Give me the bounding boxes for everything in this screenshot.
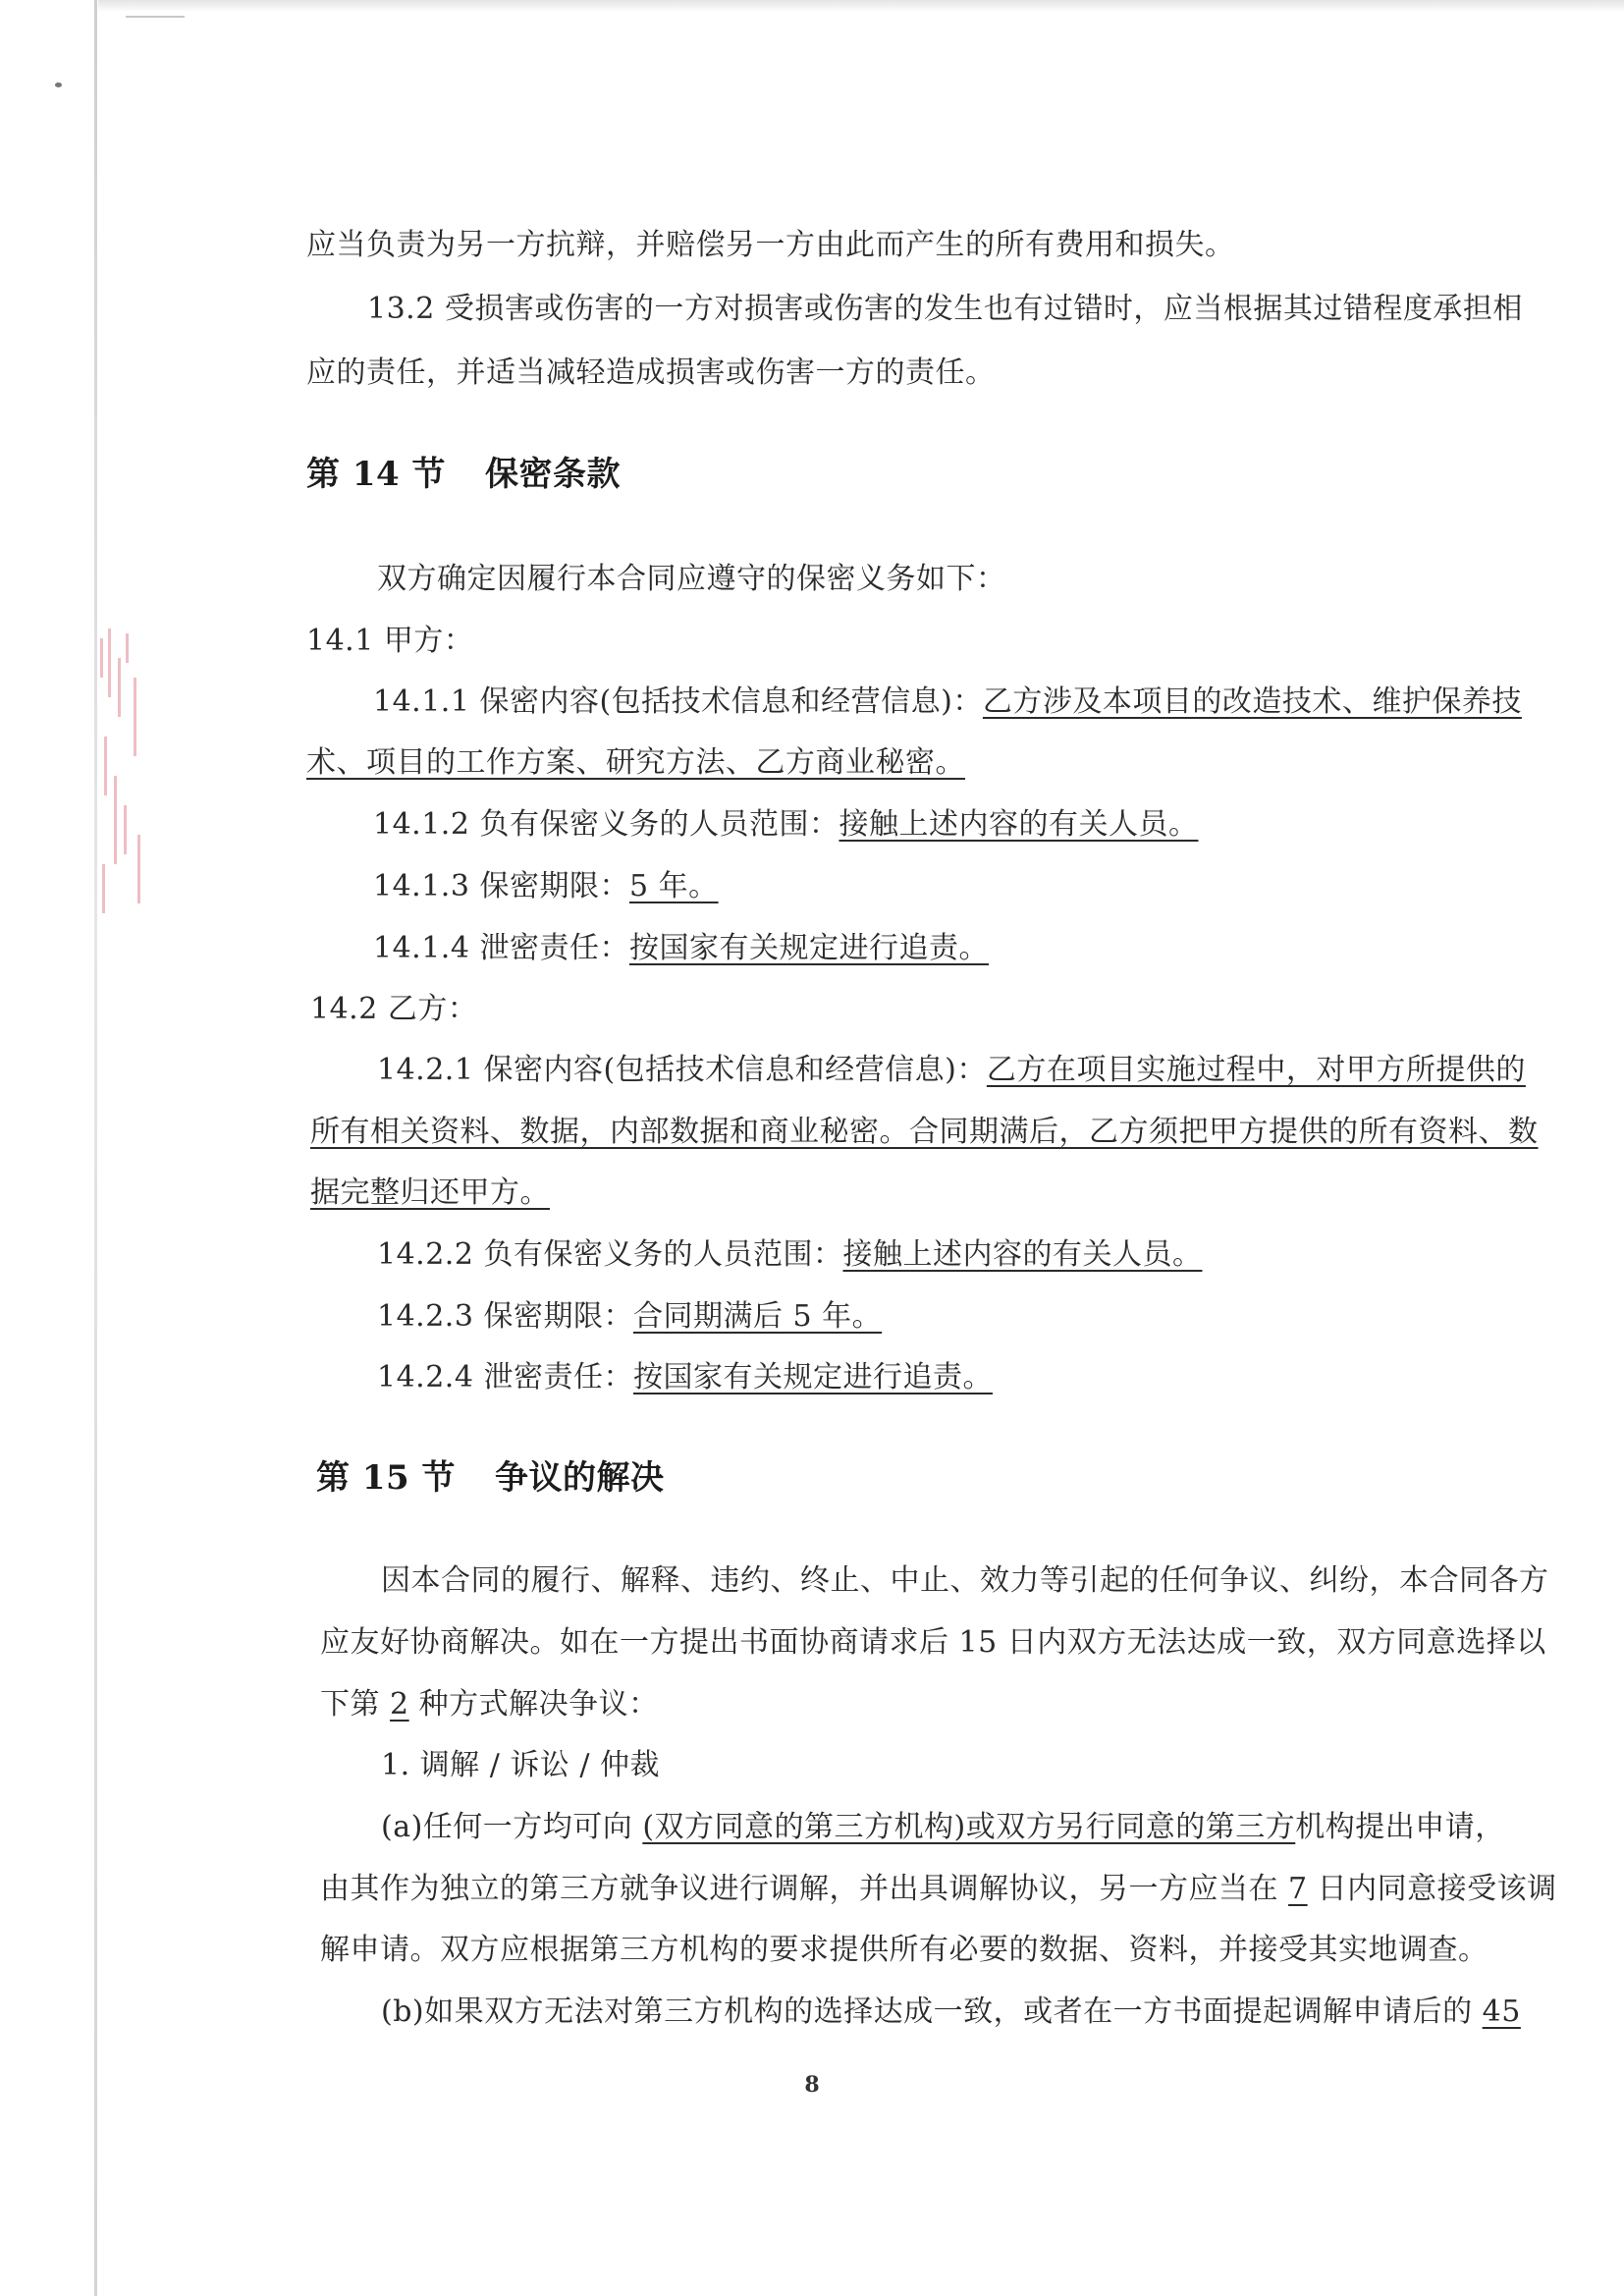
clause-label: 14.1.4 泄密责任： (373, 931, 629, 965)
clause-13-2-line: 13.2 受损害或伤害的一方对损害或伤害的发生也有过错时，应当根据其过错程度承担相 (367, 292, 1523, 326)
clause-value: 所有相关资料、数据，内部数据和商业秘密。合同期满后，乙方须把甲方提供的所有资料、数 (310, 1115, 1539, 1149)
clause-value: 按国家有关规定进行追责。 (632, 1360, 993, 1394)
text-run: 日内同意接受该调 (1307, 1872, 1557, 1906)
section-title: 争议的解决 (495, 1458, 665, 1498)
clause-14-2-2 (377, 1235, 1202, 1275)
text-run: (b)如果双方无法对第三方机构的选择达成一致，或者在一方书面提起调解申请后的 (381, 1995, 1483, 2029)
page-number: 8 (804, 2072, 820, 2098)
clause-14-2-1 (377, 1051, 1526, 1090)
clause-label: 14.2.3 保密期限： (377, 1299, 633, 1334)
clause-14-1-3 (373, 867, 719, 906)
days-blank: 7 (1288, 1872, 1308, 1906)
paragraph-line: 应的责任，并适当减轻造成损害或伤害一方的责任。 (306, 355, 996, 390)
section-15-para-line: 因本合同的履行、解释、违约、终止、中止、效力等引起的任何争议、纠纷，本合同各方 (381, 1563, 1549, 1598)
scan-left-edge (94, 0, 97, 2296)
clause-14-1-4 (373, 929, 989, 968)
third-party-blank: (双方同意的第三方机构)或双方另行同意的第三方 (642, 1810, 1296, 1844)
clause-label: 14.1.1 保密内容(包括技术信息和经营信息)： (373, 684, 983, 719)
clause-14-2-3 (377, 1297, 882, 1337)
clause-label: 14.2.4 泄密责任： (377, 1360, 633, 1394)
clause-value: 据完整归还甲方。 (310, 1175, 550, 1210)
party-a-heading: 14.1 甲方： (306, 624, 474, 658)
clause-label: 14.2.1 保密内容(包括技术信息和经营信息)： (377, 1053, 987, 1087)
text-run: 由其作为独立的第三方就争议进行调解，并出具调解协议，另一方应当在 (320, 1872, 1289, 1906)
section-15-heading (316, 1458, 665, 1498)
section-number: 第 15 节 (316, 1458, 456, 1498)
dispute-method-choice: 2 (390, 1687, 409, 1722)
section-number: 第 14 节 (306, 455, 446, 494)
clause-label: 14.1.3 保密期限： (373, 869, 629, 903)
clause-label: 14.2.2 负有保密义务的人员范围： (377, 1237, 843, 1272)
section-15-para-line: 应友好协商解决。如在一方提出书面协商请求后 15 日内双方无法达成一致，双方同意选择以 (320, 1625, 1546, 1660)
clause-14-1-2 (373, 805, 1198, 845)
section-14-intro: 双方确定因履行本合同应遵守的保密义务如下： (377, 562, 1006, 596)
clause-value: 5 年。 (628, 869, 719, 903)
clause-14-1-1-cont (306, 743, 965, 783)
clause-14-2-1-cont (310, 1113, 1539, 1152)
text-run: 下第 (320, 1687, 391, 1722)
clause-a-line: 解申请。双方应根据第三方机构的要求提供所有必要的数据、资料，并接受其实地调查。 (320, 1933, 1489, 1967)
paragraph-line: 应当负责为另一方抗辩，并赔偿另一方由此而产生的所有费用和损失。 (306, 228, 1235, 262)
clause-value: 接触上述内容的有关人员。 (842, 1237, 1203, 1272)
scan-dust-dot (55, 82, 62, 87)
clause-a-line (381, 1808, 1505, 1847)
party-b-heading: 14.2 乙方： (310, 992, 478, 1026)
scan-top-shadow (98, 0, 1624, 12)
text-run: 机构提出申请， (1295, 1810, 1505, 1844)
clause-value: 合同期满后 5 年。 (632, 1299, 883, 1334)
clause-a-line (320, 1870, 1557, 1909)
text-run: (a)任何一方均可向 (381, 1810, 643, 1844)
scan-top-mark (126, 16, 185, 18)
clause-value: 乙方在项目实施过程中，对甲方所提供的 (986, 1053, 1526, 1087)
days-blank: 45 (1482, 1995, 1521, 2029)
section-14-heading (306, 455, 621, 494)
clause-value: 乙方涉及本项目的改造技术、维护保养技 (982, 684, 1522, 719)
clause-14-2-4 (377, 1358, 993, 1397)
clause-label: 14.1.2 负有保密义务的人员范围： (373, 807, 839, 842)
clause-value: 接触上述内容的有关人员。 (839, 807, 1199, 842)
method-list-item: 1. 调解 / 诉讼 / 仲裁 (381, 1748, 661, 1782)
section-title: 保密条款 (485, 455, 621, 494)
clause-value: 按国家有关规定进行追责。 (628, 931, 989, 965)
clause-b-line (381, 1993, 1521, 2032)
clause-14-1-1 (373, 683, 1522, 722)
stamp-bleed-through (94, 629, 165, 923)
clause-value: 术、项目的工作方案、研究方法、乙方商业秘密。 (306, 745, 965, 780)
text-run: 种方式解决争议： (408, 1687, 659, 1722)
clause-14-2-1-cont (310, 1174, 550, 1213)
section-15-para-line (320, 1685, 659, 1724)
